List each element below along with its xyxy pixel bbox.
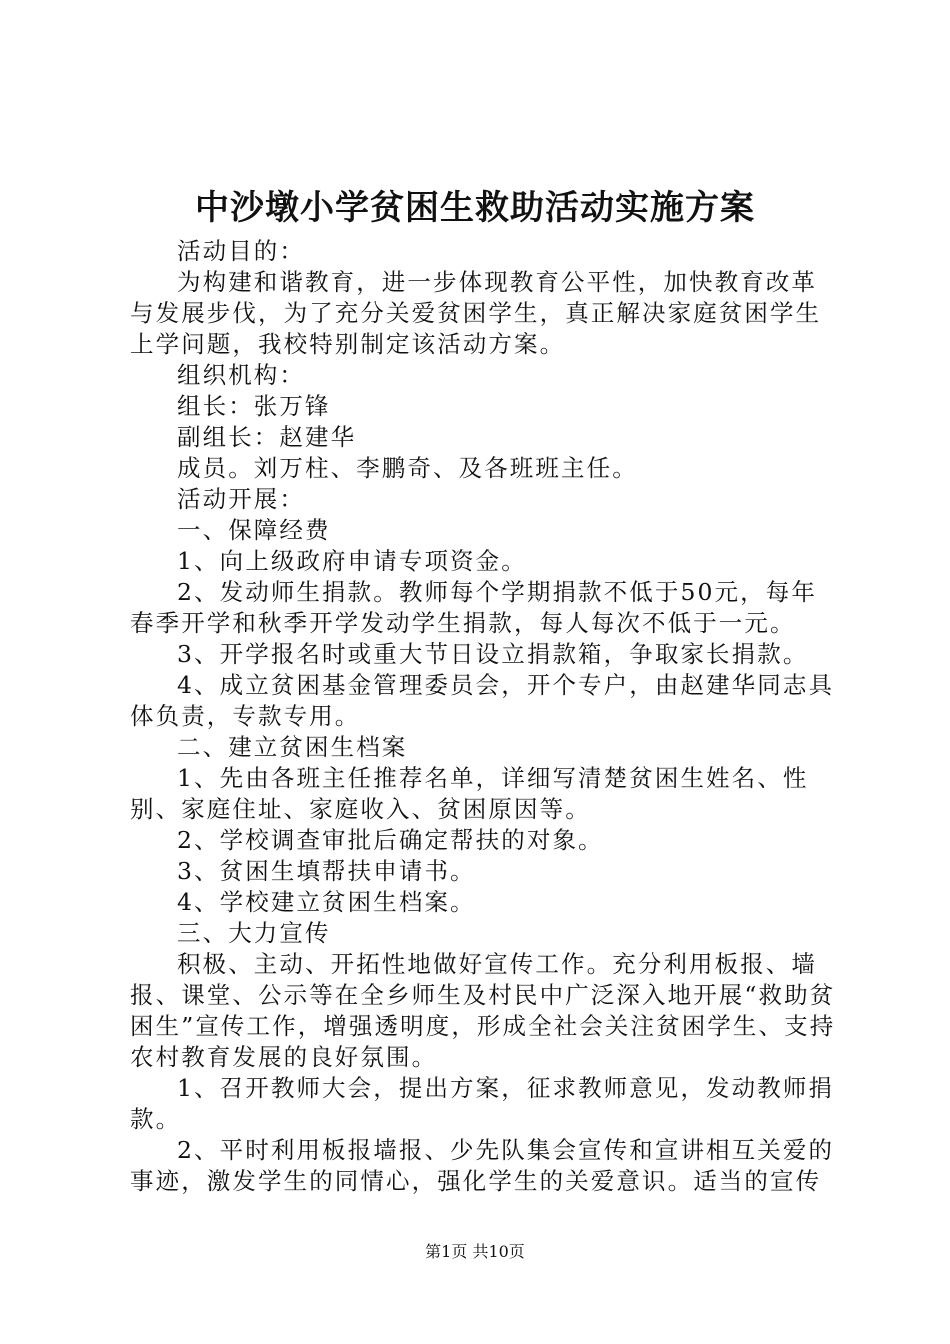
paragraph: 积极、主动、开拓性地做好宣传工作。充分利用板报、墙报、课堂、公示等在全乡师生及村民中广泛深入地开展“救助贫困生”宣传工作，增强透明度，形成全社会关注贫困学生、支持农村教育发展的良好氛围。 xyxy=(130,950,836,1071)
paragraph: 2、学校调查审批后确定帮扶的对象。 xyxy=(177,826,604,854)
paragraph: 4、成立贫困基金管理委员会，开个专户，由赵建华同志具体负责，专款专用。 xyxy=(130,671,835,730)
paragraph: 3、贫困生填帮扶申请书。 xyxy=(177,857,476,885)
paragraph: 活动开展： xyxy=(177,485,305,513)
paragraph: 3、开学报名时或重大节日设立捐款箱，争取家长捐款。 xyxy=(177,640,809,668)
document-body xyxy=(130,236,840,1197)
section-heading: 一、保障经费 xyxy=(177,516,331,544)
paragraph: 成员。刘万柱、李鹏奇、及各班班主任。 xyxy=(177,454,638,482)
section-heading: 三、大力宣传 xyxy=(177,919,331,947)
paragraph: 2、平时利用板报墙报、少先队集会宣传和宣讲相互关爱的事迹，激发学生的同情心，强化学生的关爱意识。适当的宣传 xyxy=(130,1136,835,1195)
paragraph: 1、召开教师大会，提出方案，征求教师意见，发动教师捐款。 xyxy=(130,1074,835,1133)
paragraph: 4、学校建立贫困生档案。 xyxy=(177,888,476,916)
paragraph: 活动目的： xyxy=(177,237,305,265)
paragraph: 1、先由各班主任推荐名单，详细写清楚贫困生姓名、性别、家庭住址、家庭收入、贫困原因等。 xyxy=(130,764,809,823)
paragraph: 为构建和谐教育，进一步体现教育公平性，加快教育改革与发展步伐，为了充分关爱贫困学生，真正解决家庭贫困学生上学问题，我校特别制定该活动方案。 xyxy=(130,268,822,358)
paragraph: 副组长：赵建华 xyxy=(177,423,357,451)
paragraph: 2、发动师生捐款。教师每个学期捐款不低于50元，每年春季开学和秋季开学发动学生捐款，每人每次不低于一元。 xyxy=(130,578,817,637)
page-footer: 第1页 共10页 xyxy=(425,1242,525,1261)
paragraph: 1、向上级政府申请专项资金。 xyxy=(177,547,527,575)
document-title: 中沙墩小学贫困生救助活动实施方案 xyxy=(195,188,755,228)
paragraph: 组织机构： xyxy=(177,361,305,389)
paragraph: 组长：张万锋 xyxy=(177,392,331,420)
section-heading: 二、建立贫困生档案 xyxy=(177,733,408,761)
